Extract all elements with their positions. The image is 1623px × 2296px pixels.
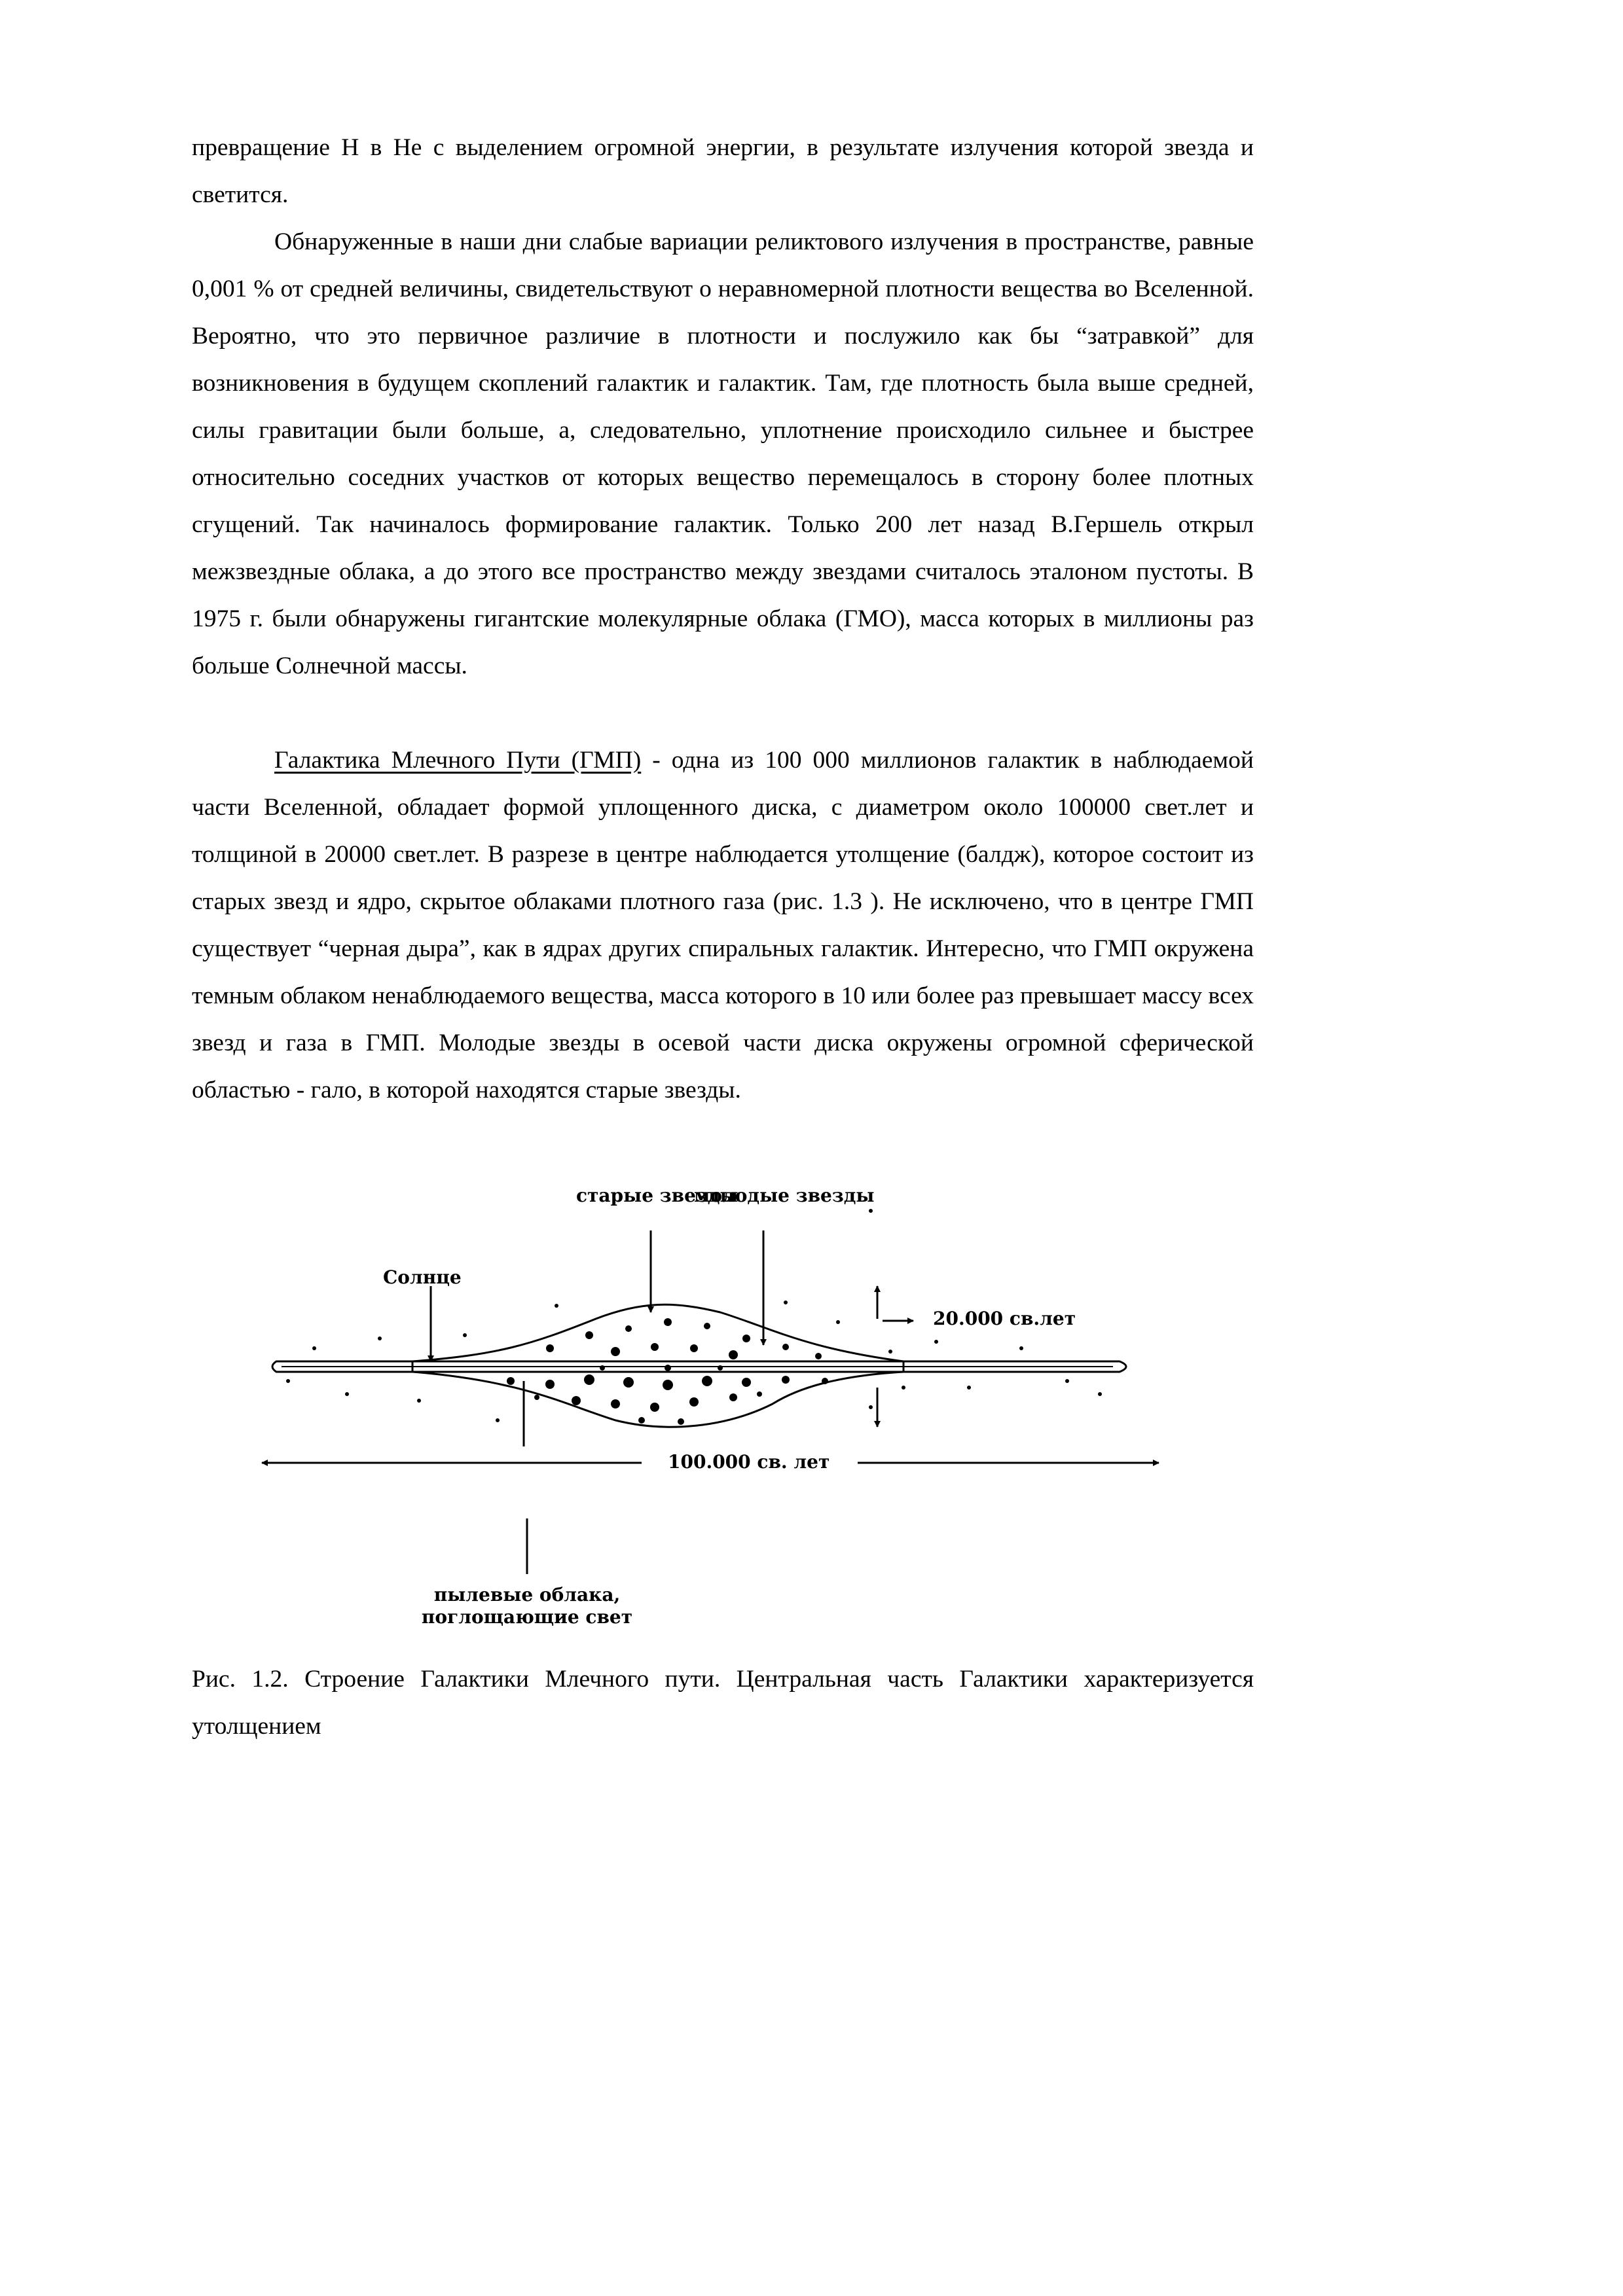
label-diameter: 100.000 св. лет <box>668 1451 830 1473</box>
paragraph-rest: - одна из 100 000 миллионов галактик в наблюдаемой части Вселенной, обладает формой уплощенного диска, с диаметром около 100000 свет.лет и толщиной в 20000 свет.лет. В разрезе в центре наблюдается утолщение (балдж), которое состоит из старых звезд и ядро, скрытое облаками плотного газа (рис. 1.3 ). Не исключено, что в центре ГМП существует “черная дыра”, как в ядрах других спиральных галактик. Интересно, что ГМП окружена темным облаком ненаблюдаемого вещества, масса которого в 10 или более раз превышает массу всех звезд и газа в ГМП. Молодые звезды в осевой части диска окружены огромной сферической областью - гало, в которой находятся старые звезды. <box>192 747 1254 1103</box>
label-thickness: 20.000 св.лет <box>933 1308 1076 1329</box>
figure-caption <box>192 1656 1254 1750</box>
galaxy-diagram <box>249 1172 1178 1649</box>
text-paragraph-3 <box>192 737 1254 1114</box>
paragraph-text: превращение H в He с выделением огромной энергии, в результате излучения которой звезда и светится. <box>192 134 1254 208</box>
underlined-term: Галактика Млечного Пути (ГМП) <box>274 747 642 774</box>
caption-text: Рис. 1.2. Строение Галактики Млечного пути. Центральная часть Галактики характеризуется утолщением <box>192 1666 1254 1740</box>
label-old-stars: старые звезды <box>576 1185 739 1206</box>
text-paragraph-1 <box>192 124 1254 219</box>
galaxy-diagram-drawing <box>249 1172 1178 1649</box>
paragraph-text: Обнаруженные в наши дни слабые вариации реликтового излучения в пространстве, равные 0,001 % от средней величины, свидетельствуют о неравномерной плотности вещества во Вселенной. Вероятно, что это первичное различие в плотности и послужило как бы “затравкой” для возникновения в будущем скоплений галактик и галактик. Там, где плотность была выше средней, силы гравитации были больше, а, следовательно, уплотнение происходило сильнее и быстрее относительно соседних участков от которых вещество перемещалось в сторону более плотных сгущений. Так начиналось формирование галактик. Только 200 лет назад В.Гершель открыл межзвездные облака, а до этого все пространство между звездами считалось эталоном пустоты. В 1975 г. были обнаружены гигантские молекулярные облака (ГМО), масса которых в миллионы раз больше Солнечной массы. <box>192 228 1254 679</box>
text-paragraph-2 <box>192 219 1254 690</box>
label-young-stars: молодые звезды <box>694 1185 875 1206</box>
label-dust-clouds: пылевые облака, поглощающие свет <box>421 1584 633 1628</box>
label-sun: Солнце <box>383 1266 462 1288</box>
paragraph-text <box>192 737 1254 1114</box>
